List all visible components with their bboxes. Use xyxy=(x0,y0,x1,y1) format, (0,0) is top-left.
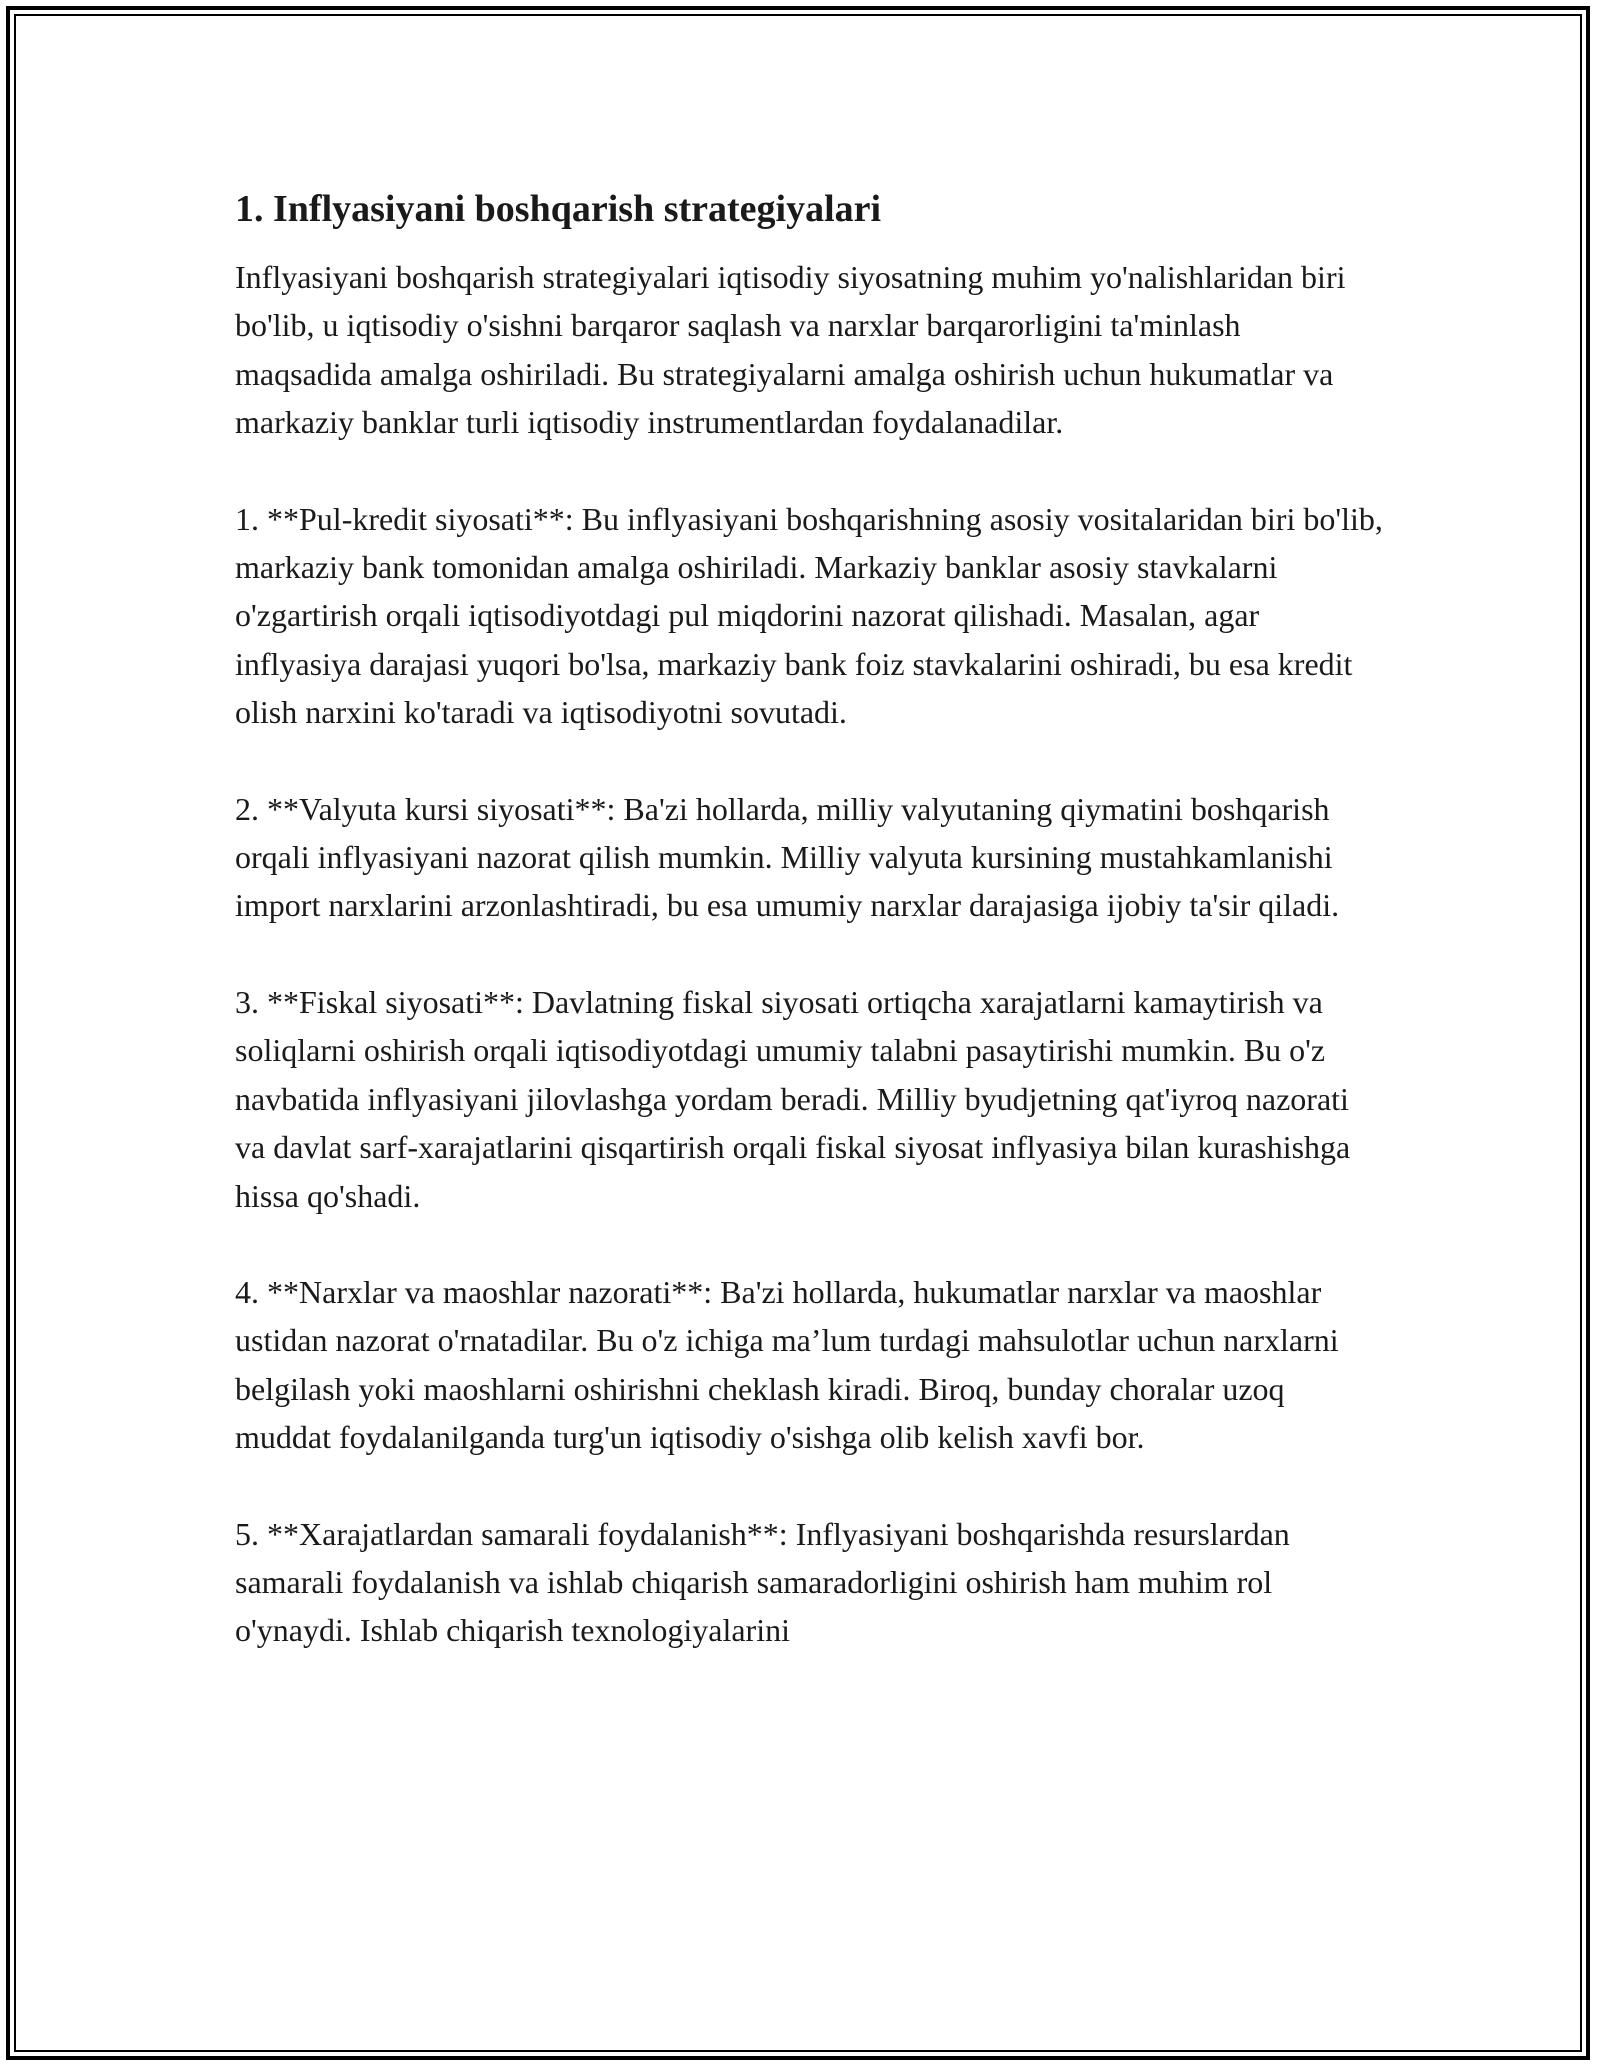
document-body xyxy=(235,185,1385,1655)
paragraph-xarajatlar: 5. **Xarajatlardan samarali foydalanish**: Inflyasiyani boshqarishda resurslardan samarali foydalanish va ishlab chiqarish samaradorligini oshirish ham muhim rol o'ynaydi. Ishlab chiqarish texnologiyalarini xyxy=(235,1515,1290,1649)
paragraph-valyuta-kursi: 2. **Valyuta kursi siyosati**: Ba'zi hollarda, milliy valyutaning qiymatini boshqarish orqali inflyasiyani nazorat qilish mumkin. Milliy valyuta kursining mustahkamlanishi import narxlarini arzonlashtiradi, bu esa umumiy narxlar darajasiga ijobiy ta'sir qiladi. xyxy=(235,790,1340,924)
paragraph-narxlar-maoshlar: 4. **Narxlar va maoshlar nazorati**: Ba'zi hollarda, hukumatlar narxlar va maoshlar ustidan nazorat o'rnatadilar. Bu o'z ichiga ma’lum turdagi mahsulotlar uchun narxlarni belgilash yoki maoshlarni oshirishni cheklash kiradi. Biroq, bunday choralar uzoq muddat foydalanilganda turg'un iqtisodiy o'sishga olib kelish xavfi bor. xyxy=(235,1273,1339,1456)
paragraph-fiskal: 3. **Fiskal siyosati**: Davlatning fiskal siyosati ortiqcha xarajatlarni kamaytirish va soliqlarni oshirish orqali iqtisodiyotdagi umumiy talabni pasaytirishi mumkin. Bu o'z navbatida inflyasiyani jilovlashga yordam beradi. Milliy byudjetning qat'iyroq nazorati va davlat sarf-xarajatlarini qisqartirish orqali fiskal siyosat inflyasiya bilan kurashishga hissa qo'shadi. xyxy=(235,983,1351,1214)
paragraph-pul-kredit: 1. **Pul-kredit siyosati**: Bu inflyasiyani boshqarishning asosiy vositalaridan biri bo'lib, markaziy bank tomonidan amalga oshiriladi. Markaziy banklar asosiy stavkalarni o'zgartirish orqali iqtisodiyotdagi pul miqdorini nazorat qilishadi. Masalan, agar inflyasiya darajasi yuqori bo'lsa, markaziy bank foiz stavkalarini oshiradi, bu esa kredit olish narxini ko'taradi va iqtisodiyotni sovutadi. xyxy=(235,500,1383,731)
intro-paragraph: Inflyasiyani boshqarish strategiyalari iqtisodiy siyosatning muhim yo'nalishlaridan biri bo'lib, u iqtisodiy o'sishni barqaror saqlash va narxlar barqarorligini ta'minlash maqsadida amalga oshiriladi. Bu strategiyalarni amalga oshirish uchun hukumatlar va markaziy banklar turli iqtisodiy instrumentlardan foydalanadilar. xyxy=(235,259,1346,441)
section-heading: 1. Inflyasiyani boshqarish strategiyalari xyxy=(235,188,882,230)
